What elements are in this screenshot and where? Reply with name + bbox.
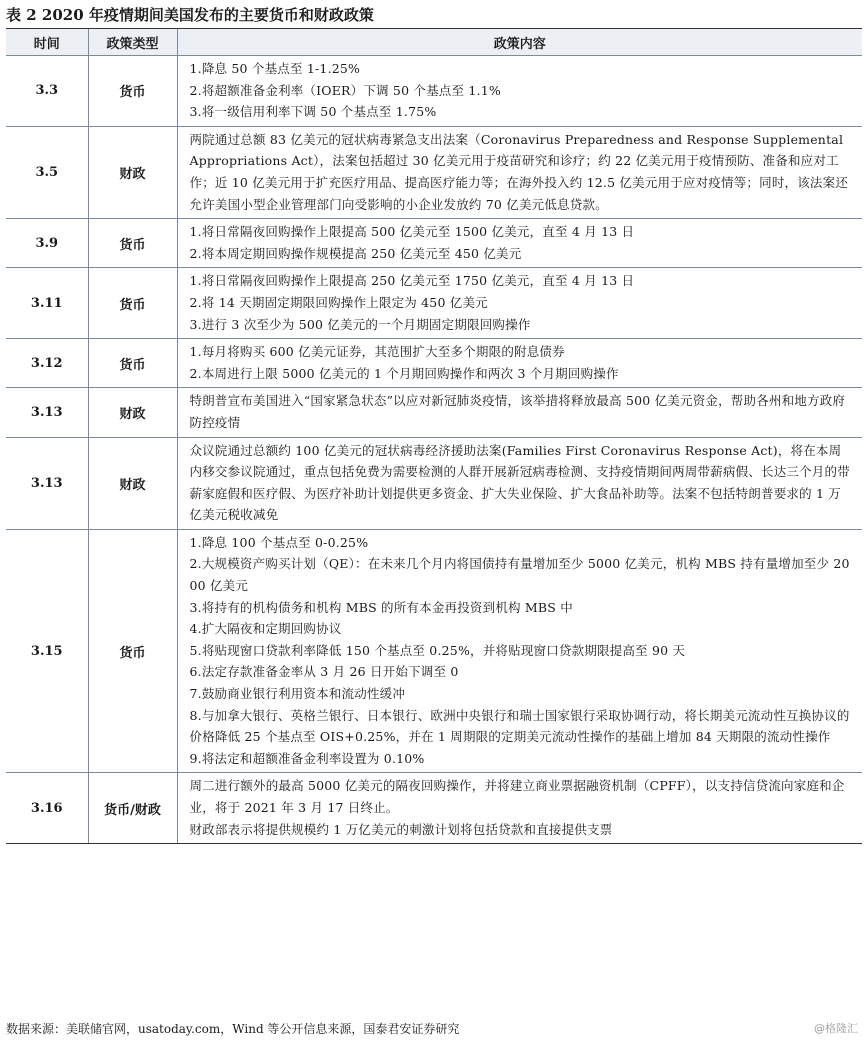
policy-line: 周二进行额外的最高 5000 亿美元的隔夜回购操作，并将建立商业票据融资机制（CPFF），以支持信贷流向家庭和企业，将于 2021 年 3 月 17 日终止。 xyxy=(189,778,845,815)
table-row xyxy=(6,268,862,339)
table-row xyxy=(6,773,862,843)
cell-policy-type: 货币 xyxy=(88,268,177,339)
policy-line: 2.大规模资产购买计划（QE）：在未来几个月内将国债持有量增加至少 5000 亿美元，机构 MBS 持有量增加至少 2000 亿美元 xyxy=(189,556,850,594)
policy-line: 财政部表示将提供规模约 1 万亿美元的刺激计划将包括贷款和直接提供支票 xyxy=(189,821,613,837)
header-content: 政策内容 xyxy=(177,29,862,56)
header-time: 时间 xyxy=(6,29,88,56)
table-row xyxy=(6,56,862,127)
cell-policy-type: 货币 xyxy=(88,339,177,388)
policy-line: 众议院通过总额约 100 亿美元的冠状病毒经济援助法案(Families First Coronavirus Response Act)，将在本周内移交参议院通过，重点包括免费为需要检测的人群开展新冠病毒检测、支持疫情期间两周带薪病假、长达三个月的带薪家庭假和医疗假、为医疗补助计划提供更多资金、扩大失业保险、扩大食品补助等。法案不包括特朗普要求的 1 万亿美元税收减免 xyxy=(189,442,850,523)
cell-policy-content xyxy=(177,773,862,843)
cell-time: 3.13 xyxy=(6,437,88,529)
cell-policy-content xyxy=(177,388,862,437)
cell-policy-type: 财政 xyxy=(88,388,177,437)
policy-line: 1.将日常隔夜回购操作上限提高 250 亿美元至 1750 亿美元，直至 4 月 13 日 xyxy=(189,273,635,289)
policy-line: 3.将一级信用利率下调 50 个基点至 1.75% xyxy=(189,104,437,120)
cell-time: 3.5 xyxy=(6,126,88,218)
policy-line: 7.鼓励商业银行利用资本和流动性缓冲 xyxy=(189,686,406,702)
policy-line: 1.每月将购买 600 亿美元证券，其范围扩大至多个期限的附息债券 xyxy=(189,344,565,360)
policy-line: 2.将超额准备金利率（IOER）下调 50 个基点至 1.1% xyxy=(189,82,501,98)
cell-policy-type: 财政 xyxy=(88,126,177,218)
cell-time: 3.12 xyxy=(6,339,88,388)
cell-policy-content xyxy=(177,126,862,218)
cell-policy-type: 货币 xyxy=(88,219,177,268)
cell-time: 3.3 xyxy=(6,56,88,127)
policy-line: 2.本周进行上限 5000 亿美元的 1 个月期回购操作和两次 3 个月期回购操作 xyxy=(189,365,619,381)
source-note: 数据来源：美联储官网，usatoday.com，Wind 等公开信息来源，国泰君安证券研究 xyxy=(6,1022,460,1036)
table-body xyxy=(6,56,862,844)
cell-policy-content xyxy=(177,437,862,529)
policy-line: 3.进行 3 次至少为 500 亿美元的一个月期固定期限回购操作 xyxy=(189,316,531,332)
policy-line: 特朗普宣布美国进入“国家紧急状态”以应对新冠肺炎疫情，该举措将释放最高 500 亿美元资金，帮助各州和地方政府防控疫情 xyxy=(189,393,846,430)
cell-time: 3.16 xyxy=(6,773,88,843)
cell-time: 3.11 xyxy=(6,268,88,339)
table-row xyxy=(6,388,862,437)
policy-line: 1.降息 50 个基点至 1-1.25% xyxy=(189,61,361,76)
cell-time: 3.13 xyxy=(6,388,88,437)
cell-policy-content xyxy=(177,529,862,773)
policy-line: 两院通过总额 83 亿美元的冠状病毒紧急支出法案（Coronavirus Preparedness and Response Supplemental Appropriations Act），法案包括超过 30 亿美元用于疫苗研究和诊疗；约 22 亿美元用于疫情预防、准备和应对工作；近 10 亿美元用于扩充医疗用品、提高医疗能力等；在海外投入约 12.5 亿美元用于应对疫情等；同时，该法案还允许美国小型企业管理部门向受影响的小企业发放约 70 亿美元低息贷款。 xyxy=(189,131,849,212)
policy-table xyxy=(6,29,862,843)
table-row xyxy=(6,339,862,388)
cell-policy-type: 货币/财政 xyxy=(88,773,177,843)
watermark: @格隆汇 xyxy=(814,1022,858,1035)
cell-policy-content xyxy=(177,219,862,268)
table-header-row xyxy=(6,29,862,56)
table-row xyxy=(6,529,862,773)
table-row xyxy=(6,437,862,529)
table-row xyxy=(6,126,862,218)
policy-line: 1.降息 100 个基点至 0-0.25% xyxy=(189,534,369,550)
policy-line: 9.将法定和超额准备金利率设置为 0.10% xyxy=(189,750,425,766)
cell-policy-content xyxy=(177,56,862,127)
cell-time: 3.15 xyxy=(6,529,88,773)
policy-line: 5.将贴现窗口贷款利率降低 150 个基点至 0.25%，并将贴现窗口贷款期限提高至 90 天 xyxy=(189,642,686,658)
policy-line: 1.将日常隔夜回购操作上限提高 500 亿美元至 1500 亿美元，直至 4 月 13 日 xyxy=(189,224,635,240)
policy-line: 3.将持有的机构债务和机构 MBS 的所有本金再投资到机构 MBS 中 xyxy=(189,599,573,615)
policy-line: 8.与加拿大银行、英格兰银行、日本银行、欧洲中央银行和瑞士国家银行采取协调行动，将长期美元流动性互换协议的价格降低 25 个基点至 OIS+0.25%，并在 1 周期限的定期美元流动性操作的基础上增加 84 天期限的流动性操作 xyxy=(189,707,850,745)
footer xyxy=(6,1019,858,1039)
cell-policy-type: 财政 xyxy=(88,437,177,529)
cell-policy-type: 货币 xyxy=(88,56,177,127)
cell-policy-type: 货币 xyxy=(88,529,177,773)
table-row xyxy=(6,219,862,268)
cell-time: 3.9 xyxy=(6,219,88,268)
header-type: 政策类型 xyxy=(88,29,177,56)
policy-line: 6.法定存款准备金率从 3 月 26 日开始下调至 0 xyxy=(189,664,459,680)
table-title: 表 2 2020 年疫情期间美国发布的主要货币和财政政策 xyxy=(6,6,374,24)
policy-line: 2.将 14 天期固定期限回购操作上限定为 450 亿美元 xyxy=(189,294,488,310)
policy-table-container xyxy=(6,28,862,844)
policy-line: 2.将本周定期回购操作规模提高 250 亿美元至 450 亿美元 xyxy=(189,245,522,261)
policy-line: 4.扩大隔夜和定期回购协议 xyxy=(189,621,342,637)
cell-policy-content xyxy=(177,339,862,388)
cell-policy-content xyxy=(177,268,862,339)
